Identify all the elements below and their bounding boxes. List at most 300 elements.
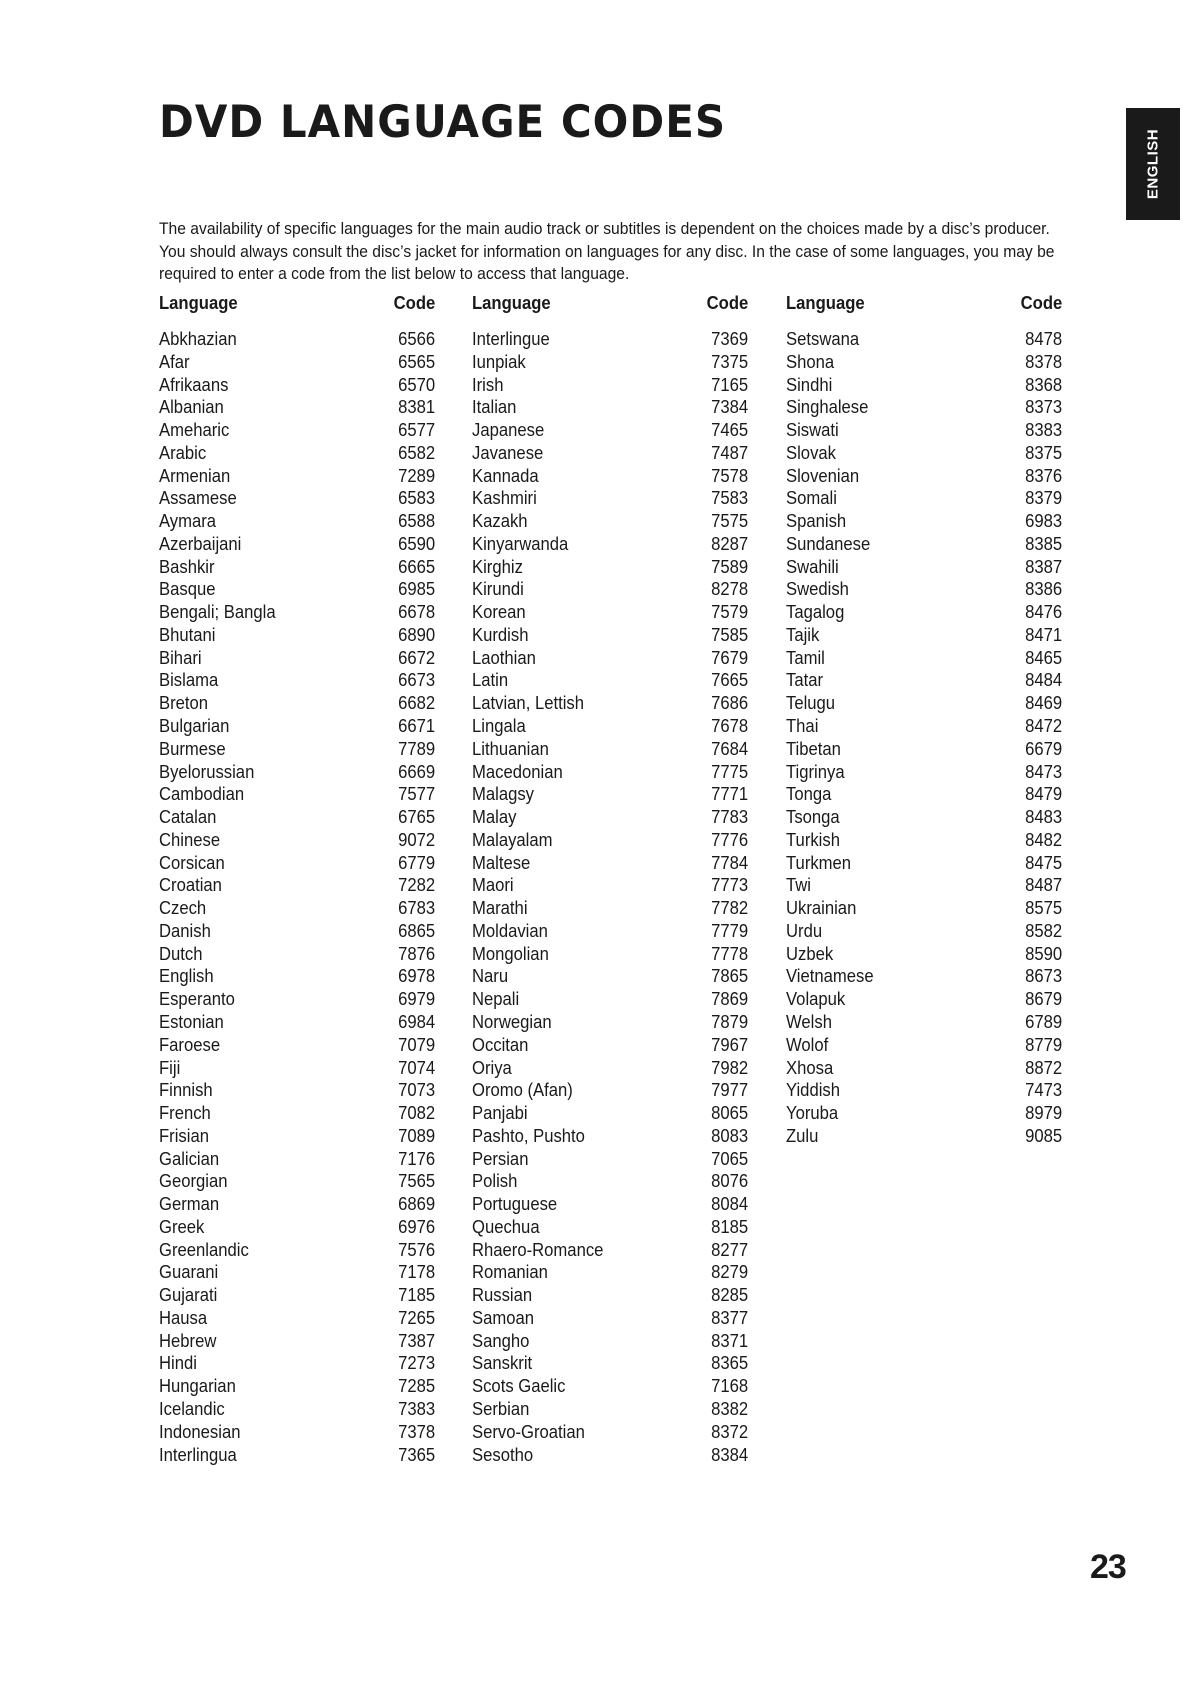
language-code: 7784 — [710, 851, 748, 873]
language-name: Cambodian — [159, 783, 245, 805]
language-name: Guarani — [159, 1261, 219, 1283]
language-name: Assamese — [159, 487, 237, 509]
language-row — [786, 1102, 1062, 1125]
language-row — [472, 1444, 748, 1467]
language-name: Bislama — [159, 669, 219, 691]
language-row — [472, 874, 748, 897]
language-code: 6673 — [397, 669, 435, 691]
language-row — [159, 556, 435, 579]
language-code: 8471 — [1024, 623, 1062, 645]
language-code: 7684 — [710, 737, 748, 759]
language-row — [472, 1193, 748, 1216]
language-name: Danish — [159, 919, 211, 941]
language-row — [786, 510, 1062, 533]
language-row — [472, 1057, 748, 1080]
language-row — [472, 1239, 748, 1262]
language-row — [786, 761, 1062, 784]
language-code: 7869 — [710, 988, 748, 1010]
language-name: Bengali; Bangla — [159, 601, 276, 623]
language-row — [159, 806, 435, 829]
language-header: Language — [472, 292, 551, 313]
language-code: 7387 — [397, 1329, 435, 1351]
language-row — [159, 715, 435, 738]
language-row — [786, 669, 1062, 692]
language-row — [472, 647, 748, 670]
language-code: 7089 — [397, 1124, 435, 1146]
language-row — [159, 419, 435, 442]
language-name: Fiji — [159, 1056, 181, 1078]
language-code: 6679 — [1024, 737, 1062, 759]
language-code: 7585 — [710, 623, 748, 645]
language-row — [159, 1125, 435, 1148]
language-name: Slovenian — [786, 464, 860, 486]
language-name: Polish — [472, 1170, 518, 1192]
language-code: 7383 — [397, 1397, 435, 1419]
language-name: Arabic — [159, 441, 207, 463]
language-name: Greenlandic — [159, 1238, 249, 1260]
language-name: Chinese — [159, 828, 221, 850]
language-name: Yoruba — [786, 1102, 839, 1124]
language-name: Kurdish — [472, 623, 529, 645]
language-code: 7865 — [710, 965, 748, 987]
language-row — [786, 624, 1062, 647]
language-code: 8482 — [1024, 828, 1062, 850]
language-row — [472, 419, 748, 442]
language-code: 7678 — [710, 715, 748, 737]
language-code: 7789 — [397, 737, 435, 759]
language-row — [159, 647, 435, 670]
code-header: Code — [393, 292, 435, 313]
language-name: Japanese — [472, 419, 545, 441]
language-code: 7782 — [710, 897, 748, 919]
language-row — [159, 1261, 435, 1284]
language-row — [472, 465, 748, 488]
language-name: Romanian — [472, 1261, 548, 1283]
language-code: 9085 — [1024, 1124, 1062, 1146]
language-code: 7473 — [1024, 1079, 1062, 1101]
language-name: Slovak — [786, 441, 836, 463]
section-tab-label: ENGLISH — [1144, 128, 1162, 200]
language-row — [472, 1125, 748, 1148]
language-name: Afar — [159, 350, 190, 372]
language-row — [786, 783, 1062, 806]
language-code: 7583 — [710, 487, 748, 509]
language-name: Setswana — [786, 328, 860, 349]
language-name: Finnish — [159, 1079, 213, 1101]
language-row — [786, 442, 1062, 465]
language-row — [159, 1034, 435, 1057]
language-row — [159, 988, 435, 1011]
language-row — [159, 874, 435, 897]
language-name: Greek — [159, 1215, 205, 1237]
language-name: Urdu — [786, 919, 823, 941]
language-code: 8484 — [1024, 669, 1062, 691]
language-name: Turkmen — [786, 851, 852, 873]
language-section-tab — [1126, 108, 1180, 220]
language-row — [472, 920, 748, 943]
language-code: 8384 — [710, 1443, 748, 1465]
language-row — [472, 533, 748, 556]
language-name: Croatian — [159, 874, 222, 896]
language-name: Irish — [472, 373, 504, 395]
language-code: 7575 — [710, 510, 748, 532]
language-name: Russian — [472, 1284, 533, 1306]
language-code: 6588 — [397, 510, 435, 532]
language-row — [159, 396, 435, 419]
language-code: 6789 — [1024, 1010, 1062, 1032]
language-name: Occitan — [472, 1033, 529, 1055]
language-row — [159, 738, 435, 761]
language-name: Oriya — [472, 1056, 512, 1078]
language-row — [472, 1261, 748, 1284]
language-row — [786, 829, 1062, 852]
language-name: Hebrew — [159, 1329, 217, 1351]
code-header: Code — [706, 292, 748, 313]
language-code: 7779 — [710, 919, 748, 941]
language-name: Laothian — [472, 646, 536, 668]
language-row — [472, 1398, 748, 1421]
language-row — [159, 761, 435, 784]
language-name: Servo-Groatian — [472, 1420, 585, 1442]
language-column-3 — [786, 290, 1062, 1148]
language-code: 8473 — [1024, 760, 1062, 782]
language-name: English — [159, 965, 214, 987]
language-code: 6665 — [397, 555, 435, 577]
language-code: 6865 — [397, 919, 435, 941]
language-row — [159, 601, 435, 624]
language-code: 7282 — [397, 874, 435, 896]
language-row — [472, 1148, 748, 1171]
language-code: 8368 — [1024, 373, 1062, 395]
language-name: Basque — [159, 578, 216, 600]
language-name: Wolof — [786, 1033, 829, 1055]
language-name: Malay — [472, 806, 517, 828]
language-name: Bulgarian — [159, 715, 230, 737]
language-row — [786, 396, 1062, 419]
language-code: 6566 — [397, 328, 435, 349]
language-code: 8365 — [710, 1352, 748, 1374]
language-row — [472, 738, 748, 761]
language-code: 8979 — [1024, 1102, 1062, 1124]
language-name: Armenian — [159, 464, 231, 486]
language-code: 8372 — [710, 1420, 748, 1442]
language-name: Tajik — [786, 623, 820, 645]
language-code: 8472 — [1024, 715, 1062, 737]
language-row — [472, 1307, 748, 1330]
language-row — [786, 465, 1062, 488]
language-row — [472, 328, 748, 351]
language-row — [159, 1284, 435, 1307]
language-name: Gujarati — [159, 1284, 218, 1306]
language-list — [159, 328, 435, 1466]
language-name: Norwegian — [472, 1010, 552, 1032]
language-name: Faroese — [159, 1033, 221, 1055]
language-code: 9072 — [397, 828, 435, 850]
language-code: 8278 — [710, 578, 748, 600]
language-name: Pashto, Pushto — [472, 1124, 585, 1146]
column-header — [159, 290, 435, 316]
language-row — [472, 351, 748, 374]
language-row — [472, 556, 748, 579]
language-name: Moldavian — [472, 919, 548, 941]
language-row — [786, 1079, 1062, 1102]
language-row — [786, 533, 1062, 556]
language-name: Interlingua — [159, 1443, 237, 1465]
language-code: 7783 — [710, 806, 748, 828]
language-code: 8575 — [1024, 897, 1062, 919]
language-name: Frisian — [159, 1124, 209, 1146]
language-name: Tigrinya — [786, 760, 845, 782]
language-code: 7285 — [397, 1375, 435, 1397]
language-code: 8379 — [1024, 487, 1062, 509]
language-code: 7776 — [710, 828, 748, 850]
language-name: Telugu — [786, 692, 836, 714]
language-name: Sesotho — [472, 1443, 534, 1465]
language-code: 8673 — [1024, 965, 1062, 987]
language-code: 8277 — [710, 1238, 748, 1260]
language-row — [159, 1079, 435, 1102]
language-row — [159, 1011, 435, 1034]
language-code: 6765 — [397, 806, 435, 828]
language-code: 7686 — [710, 692, 748, 714]
language-name: Uzbek — [786, 942, 834, 964]
language-row — [786, 601, 1062, 624]
language-row — [472, 1170, 748, 1193]
language-row — [786, 1034, 1062, 1057]
language-code: 8383 — [1024, 419, 1062, 441]
language-code: 8679 — [1024, 988, 1062, 1010]
language-row — [159, 1307, 435, 1330]
language-name: Serbian — [472, 1397, 530, 1419]
language-column-1 — [159, 290, 435, 1466]
language-row — [472, 1330, 748, 1353]
language-code: 7365 — [397, 1443, 435, 1465]
language-row — [159, 1193, 435, 1216]
language-name: Volapuk — [786, 988, 846, 1010]
language-row — [159, 692, 435, 715]
language-code: 7168 — [710, 1375, 748, 1397]
language-code: 8382 — [710, 1397, 748, 1419]
language-row — [786, 1057, 1062, 1080]
language-name: Korean — [472, 601, 526, 623]
language-row — [786, 419, 1062, 442]
language-name: Abkhazian — [159, 328, 237, 349]
intro-paragraph: The availability of specific languages for the main audio track or subtitles is dependent on the choices made by a disc’s producer. You should always consult the disc’s jacket for information on languages for any disc. In the case of some languages, you may be required to enter a code from the list below to access that language. — [159, 219, 1055, 283]
language-row — [159, 533, 435, 556]
language-name: Welsh — [786, 1010, 832, 1032]
language-name: Bihari — [159, 646, 202, 668]
page-number: 23 — [1090, 1548, 1126, 1586]
language-name: Thai — [786, 715, 819, 737]
language-name: Azerbaijani — [159, 532, 242, 554]
language-name: Latin — [472, 669, 509, 691]
language-code: 8487 — [1024, 874, 1062, 896]
language-code: 7775 — [710, 760, 748, 782]
language-code: 8376 — [1024, 464, 1062, 486]
language-code: 8285 — [710, 1284, 748, 1306]
language-name: Quechua — [472, 1215, 540, 1237]
language-code: 7576 — [397, 1238, 435, 1260]
language-code: 7378 — [397, 1420, 435, 1442]
language-name: Javanese — [472, 441, 544, 463]
language-code: 7073 — [397, 1079, 435, 1101]
language-name: Lingala — [472, 715, 526, 737]
language-name: Sangho — [472, 1329, 530, 1351]
language-code: 8084 — [710, 1193, 748, 1215]
language-code: 6565 — [397, 350, 435, 372]
language-name: Tatar — [786, 669, 824, 691]
language-row — [159, 829, 435, 852]
language-name: Malagsy — [472, 783, 535, 805]
language-row — [159, 1239, 435, 1262]
language-code: 7982 — [710, 1056, 748, 1078]
language-name: Kirundi — [472, 578, 524, 600]
language-code: 8590 — [1024, 942, 1062, 964]
language-name: Kinyarwanda — [472, 532, 569, 554]
language-code: 8065 — [710, 1102, 748, 1124]
language-code: 7565 — [397, 1170, 435, 1192]
language-header: Language — [159, 292, 238, 313]
language-row — [159, 624, 435, 647]
language-code: 6985 — [397, 578, 435, 600]
language-name: Persian — [472, 1147, 529, 1169]
language-code: 6671 — [397, 715, 435, 737]
language-row — [472, 806, 748, 829]
language-row — [159, 1421, 435, 1444]
language-code: 7773 — [710, 874, 748, 896]
language-name: Somali — [786, 487, 837, 509]
language-row — [786, 943, 1062, 966]
language-name: Sanskrit — [472, 1352, 533, 1374]
language-code: 6669 — [397, 760, 435, 782]
language-code: 8377 — [710, 1306, 748, 1328]
language-code: 7176 — [397, 1147, 435, 1169]
language-name: Indonesian — [159, 1420, 241, 1442]
language-code: 6570 — [397, 373, 435, 395]
language-row — [159, 487, 435, 510]
language-code: 8386 — [1024, 578, 1062, 600]
language-row — [159, 328, 435, 351]
language-name: Lithuanian — [472, 737, 549, 759]
language-name: Corsican — [159, 851, 225, 873]
language-row — [786, 806, 1062, 829]
language-row — [159, 374, 435, 397]
language-row — [786, 920, 1062, 943]
language-row — [472, 988, 748, 1011]
language-code: 7577 — [397, 783, 435, 805]
language-name: Georgian — [159, 1170, 228, 1192]
language-code: 7369 — [710, 328, 748, 349]
language-code: 8287 — [710, 532, 748, 554]
language-name: Bashkir — [159, 555, 215, 577]
language-row — [472, 578, 748, 601]
language-name: Macedonian — [472, 760, 563, 782]
language-row — [786, 965, 1062, 988]
language-code: 7178 — [397, 1261, 435, 1283]
language-name: Dutch — [159, 942, 203, 964]
language-code: 7665 — [710, 669, 748, 691]
language-code: 7079 — [397, 1033, 435, 1055]
language-row — [159, 669, 435, 692]
language-name: Turkish — [786, 828, 840, 850]
language-row — [472, 1421, 748, 1444]
language-row — [159, 1216, 435, 1239]
language-code: 7578 — [710, 464, 748, 486]
language-row — [159, 920, 435, 943]
language-code: 6979 — [397, 988, 435, 1010]
language-code: 8469 — [1024, 692, 1062, 714]
language-row — [472, 783, 748, 806]
language-name: Singhalese — [786, 396, 869, 418]
language-code: 7165 — [710, 373, 748, 395]
language-row — [159, 1444, 435, 1467]
language-name: Nepali — [472, 988, 520, 1010]
language-name: Swahili — [786, 555, 839, 577]
language-name: Twi — [786, 874, 811, 896]
language-code: 8375 — [1024, 441, 1062, 463]
language-name: Czech — [159, 897, 207, 919]
language-row — [159, 442, 435, 465]
language-code: 8373 — [1024, 396, 1062, 418]
language-code: 7589 — [710, 555, 748, 577]
language-row — [786, 692, 1062, 715]
language-code: 8371 — [710, 1329, 748, 1351]
language-code: 7778 — [710, 942, 748, 964]
language-row — [159, 465, 435, 488]
language-row — [159, 965, 435, 988]
language-row — [159, 783, 435, 806]
language-name: Siswati — [786, 419, 839, 441]
language-name: French — [159, 1102, 211, 1124]
language-row — [786, 556, 1062, 579]
language-name: Esperanto — [159, 988, 235, 1010]
language-row — [786, 897, 1062, 920]
language-row — [159, 351, 435, 374]
language-name: Icelandic — [159, 1397, 225, 1419]
language-code: 6682 — [397, 692, 435, 714]
language-code: 8279 — [710, 1261, 748, 1283]
language-row — [472, 1011, 748, 1034]
language-name: Bhutani — [159, 623, 216, 645]
language-row — [472, 374, 748, 397]
language-name: Tsonga — [786, 806, 840, 828]
language-code: 6976 — [397, 1215, 435, 1237]
language-row — [472, 396, 748, 419]
language-code: 7977 — [710, 1079, 748, 1101]
language-row — [472, 487, 748, 510]
language-row — [472, 1284, 748, 1307]
language-code: 8381 — [397, 396, 435, 418]
language-name: Tagalog — [786, 601, 845, 623]
language-name: Spanish — [786, 510, 847, 532]
language-code: 6984 — [397, 1010, 435, 1032]
language-name: Hindi — [159, 1352, 197, 1374]
language-name: Portuguese — [472, 1193, 558, 1215]
language-code: 7579 — [710, 601, 748, 623]
language-row — [786, 715, 1062, 738]
language-row — [159, 1148, 435, 1171]
language-row — [472, 1352, 748, 1375]
language-row — [472, 965, 748, 988]
language-name: Latvian, Lettish — [472, 692, 585, 714]
language-name: Rhaero-Romance — [472, 1238, 604, 1260]
language-row — [472, 1079, 748, 1102]
language-row — [786, 852, 1062, 875]
language-row — [786, 351, 1062, 374]
language-code: 8475 — [1024, 851, 1062, 873]
language-row — [472, 1034, 748, 1057]
language-name: Scots Gaelic — [472, 1375, 566, 1397]
